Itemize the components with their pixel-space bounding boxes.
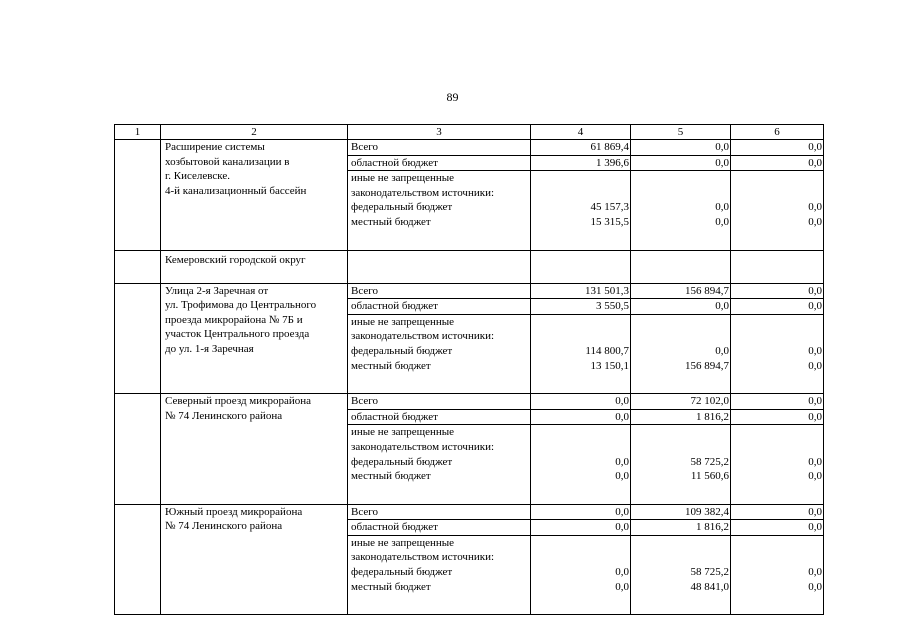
project-name-line: Южный проезд микрорайона — [165, 505, 303, 518]
value-col-5: 72 102,0 — [631, 394, 731, 410]
source-regional: областной бюджет — [348, 155, 531, 171]
source-other-line: иные не запрещенные — [351, 315, 455, 328]
source-other-cell — [348, 171, 531, 250]
project-name-line: Расширение системы — [165, 141, 265, 153]
value-col-4: 1 396,6 — [531, 155, 631, 171]
project-name-line: хозбытовой канализации в — [165, 155, 290, 168]
local-value: 0,0 — [808, 470, 822, 483]
value-col-4: 3 550,5 — [531, 299, 631, 315]
source-regional: областной бюджет — [348, 520, 531, 536]
local-value: 0,0 — [808, 215, 822, 228]
project-name-line: № 74 Ленинского района — [165, 520, 283, 533]
value-col-6-cell — [731, 171, 824, 250]
federal-value: 0,0 — [808, 455, 822, 468]
value-col-4: 61 869,4 — [531, 140, 631, 156]
federal-value: 114 800,7 — [585, 344, 629, 357]
table-row — [115, 394, 824, 410]
header-col-3: 3 — [348, 125, 531, 140]
value-col-6: 0,0 — [731, 283, 824, 299]
source-other-line: иные не запрещенные — [351, 172, 455, 185]
source-other-line: иные не запрещенные — [351, 536, 455, 549]
section-empty-cell — [731, 250, 824, 283]
value-col-4-cell — [531, 171, 631, 250]
row-number-cell — [115, 140, 161, 251]
page-number: 89 — [446, 90, 459, 104]
value-col-5: 0,0 — [631, 155, 731, 171]
value-col-5: 0,0 — [631, 299, 731, 315]
source-other-line: иные не запрещенные — [351, 426, 455, 439]
project-name-line: до ул. 1-я Заречная — [165, 342, 254, 355]
federal-value: 0,0 — [808, 344, 822, 357]
project-name-line: № 74 Ленинского района — [165, 409, 283, 422]
project-name-line: 4-й канализационный бассейн — [165, 184, 307, 197]
source-local: местный бюджет — [351, 470, 431, 483]
value-col-6: 0,0 — [731, 394, 824, 410]
value-col-4: 0,0 — [531, 409, 631, 425]
value-col-5-cell — [631, 314, 731, 393]
section-empty-cell — [348, 250, 531, 283]
source-other-line: законодательством источники: — [351, 440, 495, 453]
project-name-line: проезда микрорайона № 7Б и — [165, 313, 303, 326]
header-col-6: 6 — [731, 125, 824, 140]
source-local: местный бюджет — [351, 359, 431, 372]
value-col-6-cell — [731, 425, 824, 504]
project-name-line: участок Центрального проезда — [165, 328, 310, 341]
project-name-cell — [161, 394, 348, 505]
value-col-5: 1 816,2 — [631, 409, 731, 425]
local-value: 11 560,6 — [690, 470, 729, 483]
source-other-line: законодательством источники: — [351, 186, 495, 199]
federal-value: 58 725,2 — [690, 455, 729, 468]
section-empty-cell — [531, 250, 631, 283]
value-col-6: 0,0 — [731, 155, 824, 171]
source-total: Всего — [348, 504, 531, 520]
source-total: Всего — [348, 283, 531, 299]
source-local: местный бюджет — [351, 215, 431, 228]
source-other-cell — [348, 425, 531, 504]
federal-value: 58 725,2 — [690, 566, 729, 579]
local-value: 0,0 — [715, 215, 729, 228]
section-title: Кемеровский городской округ — [161, 250, 348, 283]
local-value: 0,0 — [808, 359, 822, 372]
table-header-row — [115, 125, 824, 140]
source-other-cell — [348, 314, 531, 393]
header-col-1: 1 — [115, 125, 161, 140]
federal-value: 0,0 — [615, 566, 629, 579]
value-col-5: 0,0 — [631, 140, 731, 156]
federal-value: 45 157,3 — [590, 201, 629, 214]
source-regional: областной бюджет — [348, 409, 531, 425]
header-col-5: 5 — [631, 125, 731, 140]
table-row — [115, 283, 824, 299]
project-name-line: г. Киселевске. — [165, 170, 230, 183]
local-value: 48 841,0 — [690, 580, 729, 593]
local-value: 13 150,1 — [590, 359, 629, 372]
table-row — [115, 504, 824, 520]
value-col-4-cell — [531, 535, 631, 614]
value-col-5-cell — [631, 535, 731, 614]
value-col-4: 131 501,3 — [531, 283, 631, 299]
source-federal: федеральный бюджет — [351, 201, 453, 214]
value-col-5: 1 816,2 — [631, 520, 731, 536]
source-regional: областной бюджет — [348, 299, 531, 315]
value-col-4: 0,0 — [531, 504, 631, 520]
value-col-4-cell — [531, 314, 631, 393]
project-name-line: ул. Трофимова до Центрального — [165, 299, 317, 312]
source-total: Всего — [348, 394, 531, 410]
federal-value: 0,0 — [808, 201, 822, 214]
row-number-cell — [115, 504, 161, 615]
table-row — [115, 140, 824, 156]
row-number-cell — [115, 394, 161, 505]
value-col-6-cell — [731, 535, 824, 614]
row-number-cell — [115, 283, 161, 394]
local-value: 156 894,7 — [685, 359, 729, 372]
section-row — [115, 250, 824, 283]
project-name-line: Улица 2-я Заречная от — [165, 284, 269, 297]
header-col-2: 2 — [161, 125, 348, 140]
value-col-4: 0,0 — [531, 394, 631, 410]
project-name-line: Северный проезд микрорайона — [165, 395, 312, 408]
local-value: 0,0 — [615, 470, 629, 483]
local-value: 15 315,5 — [590, 215, 629, 228]
project-name-cell — [161, 140, 348, 251]
value-col-6: 0,0 — [731, 299, 824, 315]
budget-table — [114, 124, 824, 615]
section-empty-cell — [631, 250, 731, 283]
local-value: 0,0 — [808, 580, 822, 593]
federal-value: 0,0 — [808, 566, 822, 579]
value-col-5-cell — [631, 171, 731, 250]
source-federal: федеральный бюджет — [351, 344, 453, 357]
value-col-6: 0,0 — [731, 520, 824, 536]
source-local: местный бюджет — [351, 580, 431, 593]
value-col-6: 0,0 — [731, 504, 824, 520]
value-col-5: 109 382,4 — [631, 504, 731, 520]
project-name-cell — [161, 504, 348, 615]
value-col-6-cell — [731, 314, 824, 393]
project-name-cell — [161, 283, 348, 394]
federal-value: 0,0 — [715, 344, 729, 357]
value-col-5-cell — [631, 425, 731, 504]
source-federal: федеральный бюджет — [351, 455, 453, 468]
local-value: 0,0 — [615, 580, 629, 593]
value-col-6: 0,0 — [731, 409, 824, 425]
source-other-line: законодательством источники: — [351, 551, 495, 564]
source-other-cell — [348, 535, 531, 614]
value-col-6: 0,0 — [731, 140, 824, 156]
section-number-cell — [115, 250, 161, 283]
value-col-5: 156 894,7 — [631, 283, 731, 299]
header-col-4: 4 — [531, 125, 631, 140]
value-col-4-cell — [531, 425, 631, 504]
source-other-line: законодательством источники: — [351, 330, 495, 343]
source-federal: федеральный бюджет — [351, 566, 453, 579]
value-col-4: 0,0 — [531, 520, 631, 536]
federal-value: 0,0 — [715, 201, 729, 214]
source-total: Всего — [348, 140, 531, 156]
federal-value: 0,0 — [615, 455, 629, 468]
